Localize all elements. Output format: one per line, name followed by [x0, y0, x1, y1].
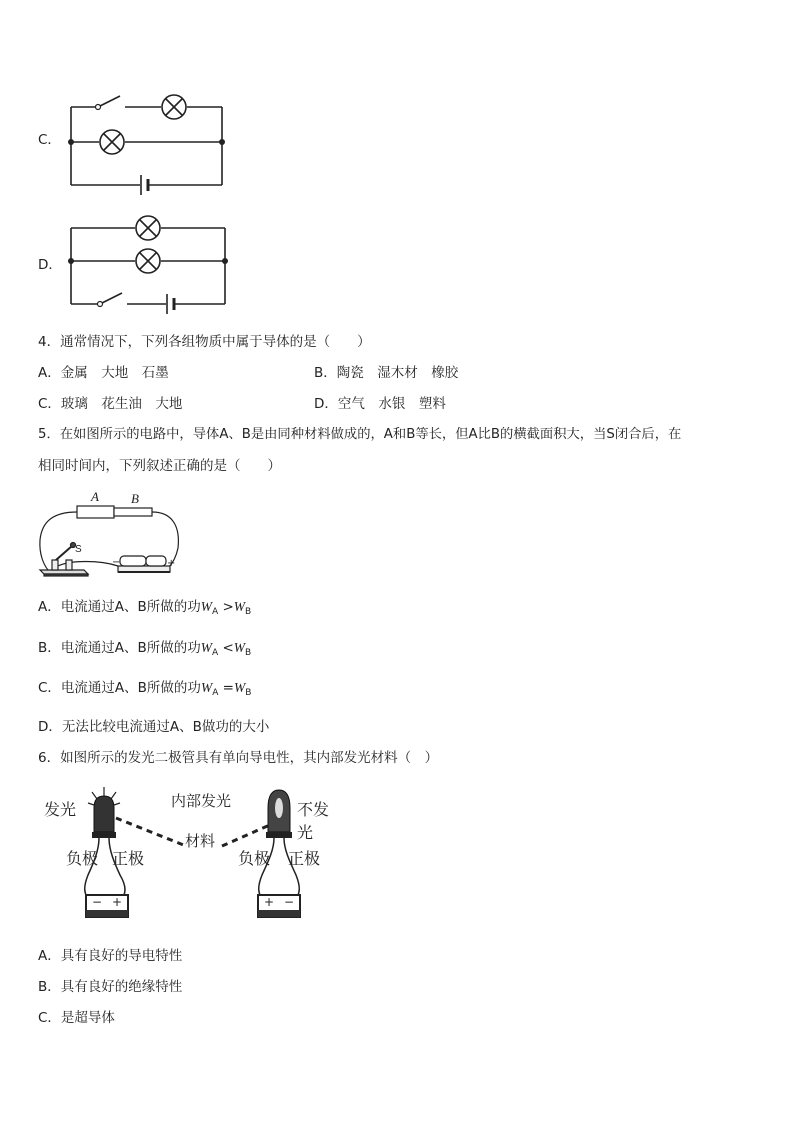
- subscript-a: A: [212, 648, 219, 658]
- battery-plus-label: +: [167, 558, 176, 569]
- q6-option-a: A．具有良好的导电特性: [38, 948, 183, 964]
- resistor-a-label: A: [91, 489, 99, 504]
- label-inner-material-1: 内部发光: [171, 792, 232, 810]
- q4-option-c: C．玻璃 花生油 大地: [38, 396, 183, 412]
- subscript-b: B: [245, 688, 252, 698]
- q5-stem-line1: 5．在如图所示的电路中，导体A、B是由同种材料做成的，A和B等长，但A比B的横截面积大，当S闭合后，在: [38, 427, 682, 442]
- q4-option-a: A．金属 大地 石墨: [38, 365, 169, 381]
- label-glow: 发光: [44, 800, 77, 819]
- label-no-glow: 不发光: [297, 800, 330, 842]
- batt-right-plus: +: [264, 895, 275, 909]
- subscript-b: B: [245, 607, 252, 617]
- option-c-label: C．: [38, 132, 61, 148]
- subscript-b: B: [245, 648, 252, 658]
- subscript-a: A: [212, 688, 219, 698]
- option-d-label: D．: [38, 257, 62, 273]
- q4-option-b: B．陶瓷 湿木材 橡胶: [314, 365, 459, 381]
- work-symbol: W: [200, 599, 212, 614]
- q5-stem-line2: 相同时间内，下列叙述正确的是（ ）: [38, 458, 281, 474]
- work-symbol: W: [200, 640, 213, 655]
- q5-option-c-text: C．电流通过A、B所做的功: [38, 680, 201, 696]
- switch-s-label: S: [75, 544, 82, 555]
- q4-option-d: D．空气 水银 塑料: [314, 396, 446, 412]
- batt-left-plus: +: [112, 895, 123, 909]
- q6-option-b: B．具有良好的绝缘特性: [38, 979, 183, 995]
- battery-minus-label: −: [112, 557, 121, 568]
- relation-operator: >: [218, 599, 234, 615]
- work-symbol: W: [233, 680, 246, 695]
- relation-operator: <: [218, 640, 234, 656]
- work-symbol: W: [233, 599, 246, 614]
- label-negative-left: 负极: [66, 849, 99, 868]
- batt-right-minus: −: [284, 895, 295, 909]
- q5-option-b-text: B．电流通过A、B所做的功: [38, 640, 201, 656]
- label-positive-right: 正极: [288, 849, 321, 868]
- batt-left-minus: −: [92, 895, 103, 909]
- work-symbol: W: [200, 680, 213, 695]
- label-negative-right: 负极: [238, 849, 271, 868]
- label-positive-left: 正极: [112, 849, 145, 868]
- relation-operator: =: [218, 680, 234, 696]
- q5-option-d: D．无法比较电流通过A、B做功的大小: [38, 719, 270, 735]
- label-inner-material-2: 材料: [185, 832, 216, 850]
- q4-stem: 4．通常情况下，下列各组物质中属于导体的是（ ）: [38, 334, 371, 350]
- q6-option-c: C．是超导体: [38, 1010, 115, 1026]
- q6-stem: 6．如图所示的发光二极管具有单向导电性，其内部发光材料（ ）: [38, 750, 439, 766]
- subscript-a: A: [211, 607, 219, 617]
- q5-option-a-text: A．电流通过A、B所做的功: [38, 599, 201, 615]
- resistor-b-label: B: [131, 491, 139, 506]
- work-symbol: W: [233, 640, 246, 655]
